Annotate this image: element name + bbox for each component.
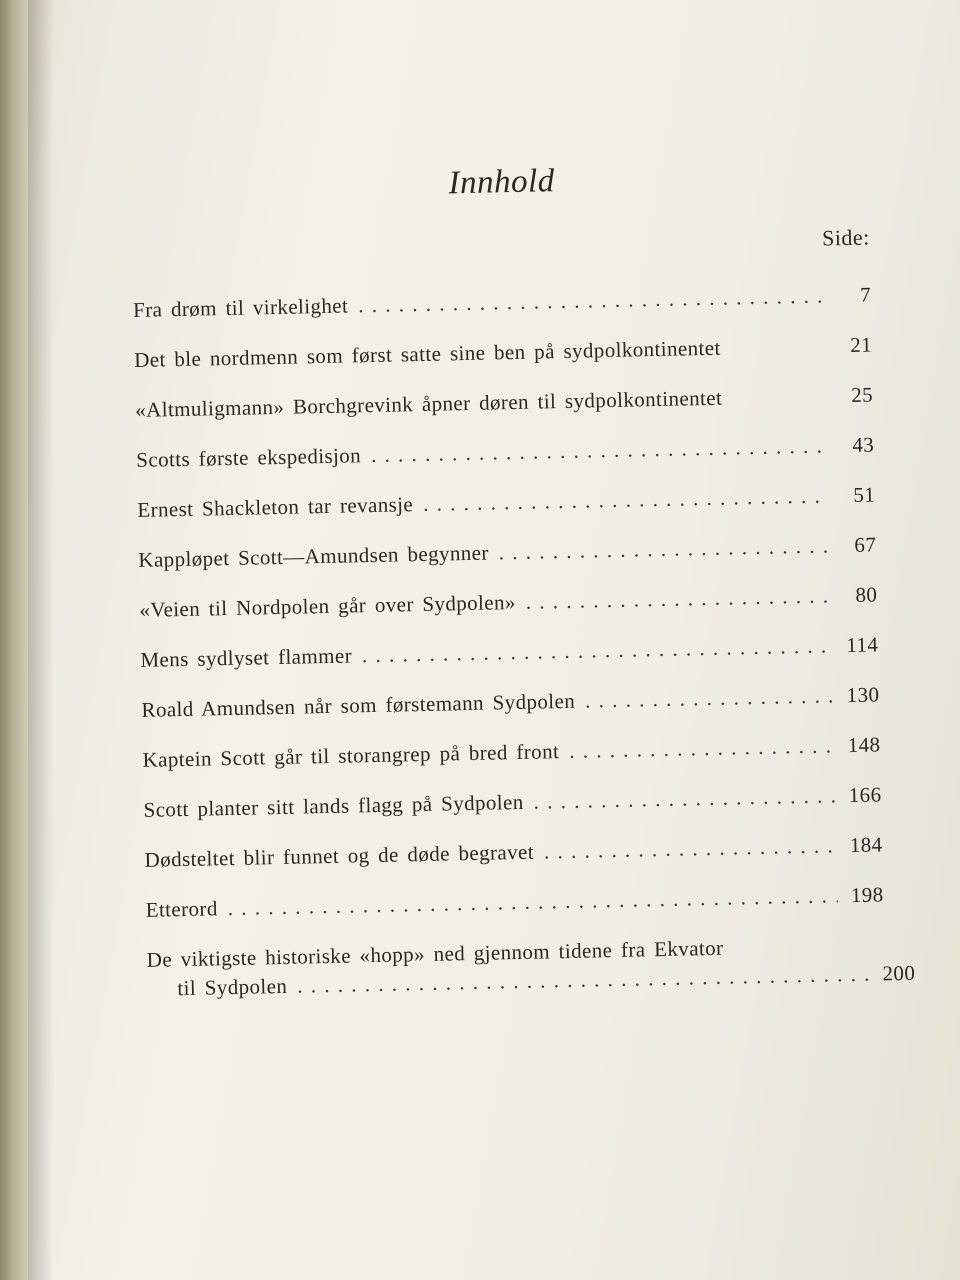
toc-entry-title: Mens sydlyset flammer [140,643,353,672]
dot-leader [585,683,834,713]
toc-entry-page: 130 [846,682,880,708]
toc-entry-page: 198 [850,882,884,908]
toc-entry-page: 21 [849,332,873,357]
toc-entry-title: «Veien til Nordpolen går over Sydpolen» [139,590,517,622]
toc-entry-title: Fra drøm til virkelighet [132,293,349,322]
dot-leader [526,583,832,614]
toc-heading: Innhold [448,163,556,202]
table-of-contents [130,144,916,1001]
toc-entries [132,282,916,1012]
toc-entry-title-line2: til Sydpolen [177,973,288,1001]
toc-entry-title: Scott planter sitt lands flagg på Sydpolen [143,789,524,822]
toc-entry-page: 7 [859,282,872,307]
page-column-label: Side: [821,224,871,251]
toc-entry-page: 80 [855,582,878,607]
toc-entry-title: «Altmuligmann» Borchgrevink åpner døren til sydpolkontinentet [134,385,723,422]
toc-entry-title: Dødsteltet blir funnet og de døde begravet [144,839,535,872]
toc-entry-page: 25 [851,382,874,407]
dot-leader [533,783,835,814]
dot-leader [358,283,825,318]
book-binding-edge [0,0,28,1280]
toc-entry-title-line1: De viktigste historiske «hopp» ned gjennom tidene fra Ekvator [146,935,724,972]
toc-entry-title: Kappløpet Scott—Amundsen begynner [138,540,490,572]
toc-entry-page: 67 [854,532,877,557]
toc-entry-page: 43 [852,432,875,457]
dot-leader [544,833,837,864]
toc-entry-page: 184 [849,832,883,858]
toc-entry-title: Ernest Shackleton tar revansje [137,492,414,522]
dot-leader [569,733,835,764]
toc-entry-title: Scotts første ekspedisjon [136,443,362,472]
toc-entry-page: 166 [848,782,882,808]
toc-entry-page: 200 [882,960,916,986]
gutter-shadow [28,0,54,1280]
toc-entry-page: 51 [853,482,876,507]
toc-entry-page: 114 [846,632,879,658]
toc-entry-title: Roald Amundsen når som førstemann Sydpolen [141,688,576,722]
toc-entry-page: 148 [847,732,881,758]
toc-entry-title: Det ble nordmenn som først satte sine ben på sydpolkontinentet [133,335,721,372]
toc-entry-title: Kaptein Scott går til storangrep på bred front [142,739,560,772]
toc-entry-title: Etterord [145,896,218,922]
